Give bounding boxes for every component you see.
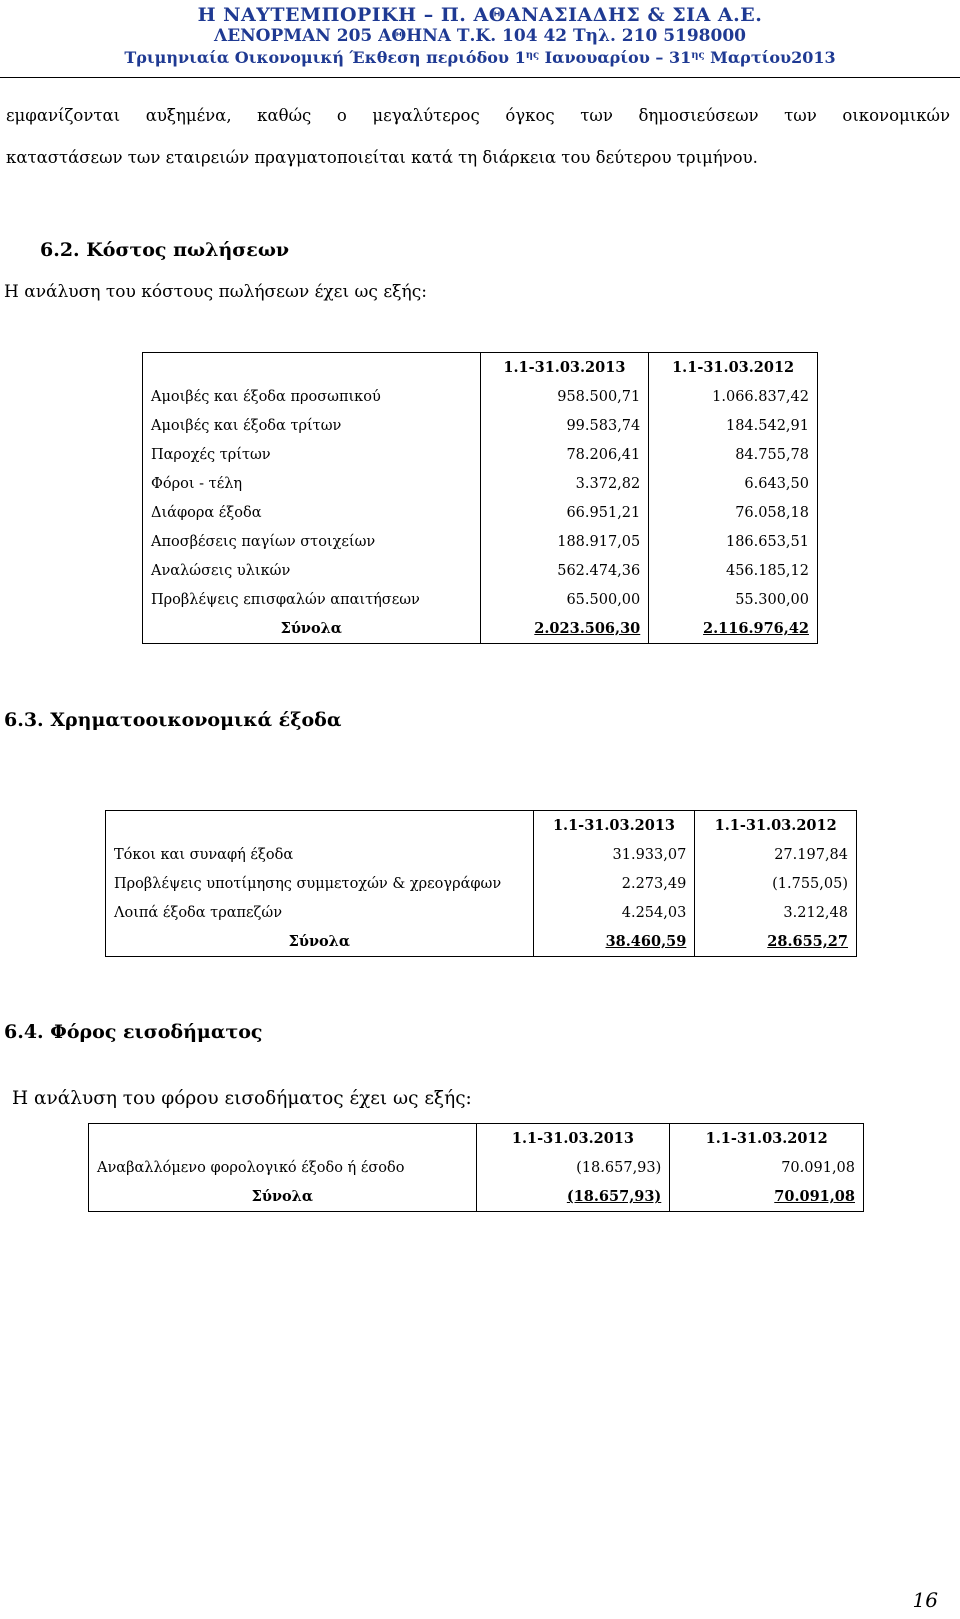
header-col-2013: 1.1-31.03.2013 — [476, 1124, 670, 1154]
cost-of-sales-table — [142, 352, 818, 644]
value-2013: 78.206,41 — [480, 440, 649, 469]
report-title-part-c: Μαρτίου2013 — [704, 48, 836, 67]
row-label: Αναλώσεις υλικών — [143, 556, 481, 585]
totals-row — [106, 927, 857, 957]
value-2013: 65.500,00 — [480, 585, 649, 614]
value-2013: 66.951,21 — [480, 498, 649, 527]
table-header-row — [89, 1124, 864, 1154]
value-2012: 27.197,84 — [695, 840, 857, 869]
section-6-4-title: 6.4. Φόρος εισοδήματος — [4, 1021, 263, 1043]
value-2012: 84.755,78 — [649, 440, 818, 469]
row-label: Αναβαλλόμενο φορολογικό έξοδο ή έσοδο — [89, 1153, 477, 1182]
company-name: Η ΝΑΥΤΕΜΠΟΡΙΚΗ – Π. ΑΘΑΝΑΣΙΑΔΗΣ & ΣΙΑ Α.Ε. — [197, 4, 763, 26]
report-title-part-b: Ιανουαρίου – 31 — [539, 48, 692, 67]
table-row — [143, 585, 818, 614]
value-2013: 562.474,36 — [480, 556, 649, 585]
header-col-2013: 1.1-31.03.2013 — [480, 353, 649, 383]
value-2012: 3.212,48 — [695, 898, 857, 927]
header-empty-cell — [89, 1124, 477, 1154]
report-title-sup-1: ης — [525, 50, 540, 61]
totals-label: Σύνολα — [106, 927, 534, 957]
totals-row — [143, 614, 818, 644]
financial-expenses-table — [105, 810, 857, 957]
total-2012: 70.091,08 — [670, 1182, 864, 1212]
total-2012: 2.116.976,42 — [649, 614, 818, 644]
value-2013: 99.583,74 — [480, 411, 649, 440]
report-title-part-a: Τριμηνιαία Οικονομική Έκθεση περιόδου 1 — [124, 48, 526, 67]
table-header-row — [106, 811, 857, 841]
table-row — [143, 411, 818, 440]
header-col-2013: 1.1-31.03.2013 — [533, 811, 695, 841]
row-label: Λοιπά έξοδα τραπεζών — [106, 898, 534, 927]
header-empty-cell — [106, 811, 534, 841]
value-2013: 958.500,71 — [480, 382, 649, 411]
value-2012: 456.185,12 — [649, 556, 818, 585]
row-label: Διάφορα έξοδα — [143, 498, 481, 527]
table-row — [143, 527, 818, 556]
total-2013: 38.460,59 — [533, 927, 695, 957]
value-2012: 70.091,08 — [670, 1153, 864, 1182]
header-divider — [0, 77, 960, 78]
table-row — [143, 556, 818, 585]
header-col-2012: 1.1-31.03.2012 — [649, 353, 818, 383]
value-2012: 184.542,91 — [649, 411, 818, 440]
report-title — [0, 48, 960, 67]
value-2012: 55.300,00 — [649, 585, 818, 614]
table-row — [89, 1153, 864, 1182]
header-col-2012: 1.1-31.03.2012 — [695, 811, 857, 841]
value-2012: (1.755,05) — [695, 869, 857, 898]
table-row — [106, 869, 857, 898]
intro-line-1: εμφανίζονται αυξημένα, καθώς ο μεγαλύτερος όγκος των δημοσιεύσεων των οικονομικών — [6, 106, 950, 125]
table-row — [143, 382, 818, 411]
value-2013: 4.254,03 — [533, 898, 695, 927]
table-row — [143, 440, 818, 469]
report-title-sup-2: ης — [691, 50, 705, 61]
row-label: Αποσβέσεις παγίων στοιχείων — [143, 527, 481, 556]
total-2012: 28.655,27 — [695, 927, 857, 957]
value-2012: 1.066.837,42 — [649, 382, 818, 411]
header-col-2012: 1.1-31.03.2012 — [670, 1124, 864, 1154]
section-6-4-subtitle: Η ανάλυση του φόρου εισοδήματος έχει ως εξής: — [12, 1088, 472, 1109]
value-2013: (18.657,93) — [476, 1153, 670, 1182]
row-label: Προβλέψεις επισφαλών απαιτήσεων — [143, 585, 481, 614]
value-2013: 31.933,07 — [533, 840, 695, 869]
value-2012: 76.058,18 — [649, 498, 818, 527]
table-row — [106, 898, 857, 927]
company-address: ΛΕΝΟΡΜΑΝ 205 ΑΘΗΝΑ Τ.Κ. 104 42 Τηλ. 210 5198000 — [214, 26, 746, 46]
row-label: Τόκοι και συναφή έξοδα — [106, 840, 534, 869]
total-2013: 2.023.506,30 — [480, 614, 649, 644]
row-label: Φόροι - τέλη — [143, 469, 481, 498]
row-label: Αμοιβές και έξοδα τρίτων — [143, 411, 481, 440]
row-label: Παροχές τρίτων — [143, 440, 481, 469]
value-2013: 188.917,05 — [480, 527, 649, 556]
intro-line-2: καταστάσεων των εταιρειών πραγματοποιείται κατά τη διάρκεια του δεύτερου τριμήνου. — [6, 148, 758, 167]
section-6-2-title: 6.2. Κόστος πωλήσεων — [40, 239, 290, 261]
header-empty-cell — [143, 353, 481, 383]
section-6-3-title: 6.3. Χρηματοοικονομικά έξοδα — [4, 709, 342, 731]
section-6-2-subtitle: Η ανάλυση του κόστους πωλήσεων έχει ως εξής: — [4, 282, 427, 302]
table-header-row — [143, 353, 818, 383]
value-2013: 2.273,49 — [533, 869, 695, 898]
table-row — [143, 498, 818, 527]
value-2012: 6.643,50 — [649, 469, 818, 498]
row-label: Προβλέψεις υποτίμησης συμμετοχών & χρεογράφων — [106, 869, 534, 898]
value-2013: 3.372,82 — [480, 469, 649, 498]
totals-label: Σύνολα — [89, 1182, 477, 1212]
total-2013: (18.657,93) — [476, 1182, 670, 1212]
income-tax-table — [88, 1123, 864, 1212]
table-row — [143, 469, 818, 498]
table-row — [106, 840, 857, 869]
row-label: Αμοιβές και έξοδα προσωπικού — [143, 382, 481, 411]
totals-label: Σύνολα — [143, 614, 481, 644]
totals-row — [89, 1182, 864, 1212]
value-2012: 186.653,51 — [649, 527, 818, 556]
page-number: 16 — [912, 1588, 938, 1612]
